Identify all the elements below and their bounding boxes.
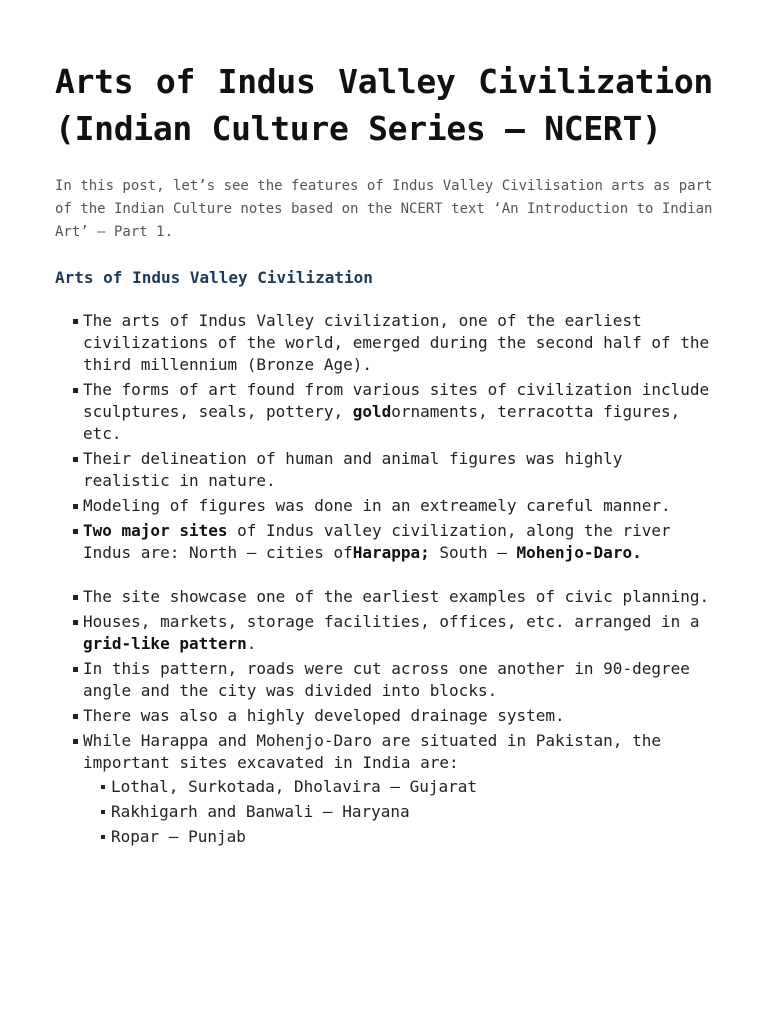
sub-list-item: Ropar – Punjab: [83, 826, 713, 848]
sub-list: [83, 776, 713, 848]
list-item-text: of Indus valley civilization, along the river Indus are: North – cities of: [83, 521, 671, 562]
list-item-text: The arts of Indus Valley civilization, one of the earliest civilizations of the world, emerged during the second half of the third millennium (Bronze Age).: [83, 311, 710, 374]
article: [55, 58, 713, 851]
bold-text: Two major sites: [83, 521, 228, 540]
section-heading: Arts of Indus Valley Civilization: [55, 268, 373, 287]
list-item: [55, 658, 713, 702]
list-item-text: .: [246, 634, 257, 653]
bold-text: Harappa;: [352, 543, 430, 562]
sub-list-item: Lothal, Surkotada, Dholavira – Gujarat: [83, 776, 713, 798]
list-item-text: ornaments, terracotta figures, etc.: [83, 402, 681, 443]
intro-paragraph: In this post, let’s see the features of Indus Valley Civilisation arts as part of the Indian Culture notes based on the NCERT text ‘An Introduction to Indian Art’ – Part 1.: [55, 178, 713, 240]
list-item-text: Their delineation of human and animal figures was highly realistic in nature.: [83, 449, 623, 490]
list-item: [55, 730, 713, 848]
list-item: [55, 586, 713, 608]
sub-list-item: Rakhigarh and Banwali – Haryana: [83, 801, 713, 823]
list-item: [55, 495, 713, 517]
list-item-text: The forms of art found from various sites of civilization include sculptures, seals, pottery,: [83, 380, 710, 421]
bold-text: grid-like pattern: [83, 634, 247, 653]
list-item-text: The site showcase one of the earliest examples of civic planning.: [83, 587, 710, 606]
list-item: [55, 611, 713, 655]
list-item-text: Modeling of figures was done in an extreamely careful manner.: [83, 496, 671, 515]
list-item: [55, 379, 713, 445]
list-item-text: There was also a highly developed drainage system.: [83, 706, 565, 725]
list-item: [55, 520, 713, 564]
page-title: Arts of Indus Valley Civilization (Indian Culture Series – NCERT): [55, 62, 713, 148]
list-item-text: While Harappa and Mohenjo-Daro are situated in Pakistan, the important sites excavated in India are:: [83, 731, 661, 772]
list-item-text: Houses, markets, storage facilities, offices, etc. arranged in a: [83, 612, 700, 631]
bold-text: Mohenjo-Daro.: [516, 543, 642, 562]
list-item-text: In this pattern, roads were cut across one another in 90-degree angle and the city was divided into blocks.: [83, 659, 690, 700]
points-list: [55, 310, 713, 848]
list-item: [55, 448, 713, 492]
list-item: [55, 310, 713, 376]
bold-text: gold: [352, 402, 392, 421]
list-item-text: South –: [429, 543, 517, 562]
list-item: [55, 705, 713, 727]
